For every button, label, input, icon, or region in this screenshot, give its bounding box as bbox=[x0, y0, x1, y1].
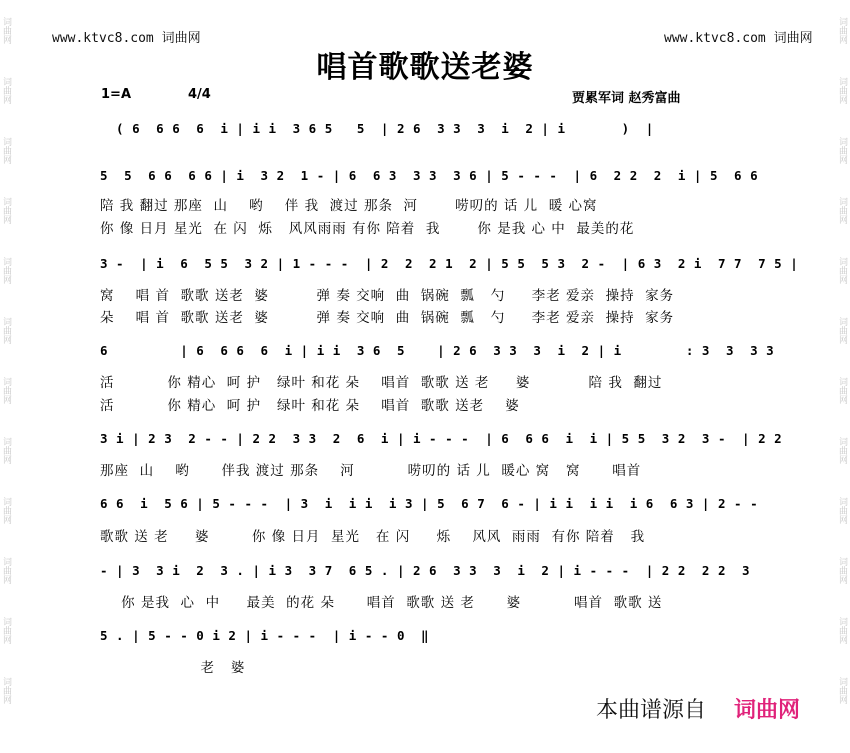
watermark-mark: 词曲网 bbox=[1, 376, 11, 404]
source-site-name: 词曲网 bbox=[734, 698, 801, 723]
watermark-mark: 词曲网 bbox=[837, 676, 847, 704]
lyric-line-7: 你 是我 心 中 最美 的花 朵 唱首 歌歌 送 老 婆 唱首 歌歌 送 bbox=[100, 595, 663, 611]
lyric-line-8: 老 婆 bbox=[100, 660, 246, 676]
watermark-mark: 词曲网 bbox=[837, 496, 847, 524]
site-url-left: www.ktvc8.com 词曲网 bbox=[52, 31, 201, 46]
watermark-mark: 词曲网 bbox=[837, 316, 847, 344]
watermark-mark: 词曲网 bbox=[1, 16, 11, 44]
notation-line-3: 3 - | i 6 5 5 3 2 | 1 - - - | 2 2 2 1 2 | 5 5 5 3 2 - | 6 3 2 i 7 7 7 5 | bbox=[100, 256, 799, 271]
notation-line-8: 5 . | 5 - - 0 i 2 | i - - - | i - - 0 ‖ bbox=[100, 628, 430, 643]
lyric-line-2a: 陪 我 翻过 那座 山 哟 伴 我 渡过 那条 河 唠叨的 话 儿 暖 心窝 bbox=[100, 198, 598, 214]
right-watermark-column bbox=[836, 0, 850, 753]
notation-line-4: 6 | 6 6 6 6 i | i i 3 6 5 | 2 6 3 3 3 i 2 | i : 3 3 3 3 bbox=[100, 343, 775, 358]
left-watermark-column bbox=[0, 0, 14, 753]
lyric-line-4a: 活 你 精心 呵 护 绿叶 和花 朵 唱首 歌歌 送 老 婆 陪 我 翻过 bbox=[100, 375, 663, 391]
notation-line-6: 6 6 i 5 6 | 5 - - - | 3 i i i i 3 | 5 6 7 6 - | i i i i i 6 6 3 | 2 - - bbox=[100, 496, 759, 511]
notation-line-1: ( 6 6 6 6 i | i i 3 6 5 5 | 2 6 3 3 3 i 2 | i ) | bbox=[100, 121, 654, 136]
watermark-mark: 词曲网 bbox=[837, 136, 847, 164]
watermark-mark: 词曲网 bbox=[837, 556, 847, 584]
notation-line-5: 3 i | 2 3 2 - - | 2 2 3 3 2 6 i | i - - - | 6 6 6 i i | 5 5 3 2 3 - | 2 2 bbox=[100, 431, 783, 446]
lyric-line-5: 那座 山 哟 伴我 渡过 那条 河 唠叨的 话 儿 暖心 窝 窝 唱首 bbox=[100, 463, 642, 479]
watermark-mark: 词曲网 bbox=[837, 616, 847, 644]
lyric-line-3a: 窝 唱 首 歌歌 送老 婆 弹 奏 交响 曲 锅碗 瓢 勺 李老 爱亲 操持 家务 bbox=[100, 288, 675, 304]
watermark-mark: 词曲网 bbox=[837, 196, 847, 224]
key-signature: 1=A bbox=[101, 87, 131, 102]
watermark-mark: 词曲网 bbox=[1, 196, 11, 224]
watermark-mark: 词曲网 bbox=[837, 436, 847, 464]
lyric-line-4b: 活 你 精心 呵 护 绿叶 和花 朵 唱首 歌歌 送老 婆 bbox=[100, 398, 520, 414]
watermark-mark: 词曲网 bbox=[1, 496, 11, 524]
watermark-mark: 词曲网 bbox=[837, 76, 847, 104]
song-title: 唱首歌歌送老婆 bbox=[316, 50, 534, 85]
watermark-mark: 词曲网 bbox=[1, 136, 11, 164]
lyric-line-6: 歌歌 送 老 婆 你 像 日月 星光 在 闪 烁 风风 雨雨 有你 陪着 我 bbox=[100, 529, 646, 545]
time-signature: 4/4 bbox=[188, 87, 211, 102]
watermark-mark: 词曲网 bbox=[1, 316, 11, 344]
source-caption: 本曲谱源自 bbox=[596, 698, 707, 723]
watermark-mark: 词曲网 bbox=[1, 676, 11, 704]
notation-line-7: - | 3 3 i 2 3 . | i 3 3 7 6 5 . | 2 6 3 3 3 i 2 | i - - - | 2 2 2 2 3 bbox=[100, 563, 751, 578]
watermark-mark: 词曲网 bbox=[837, 256, 847, 284]
song-credits: 贾累军词 赵秀富曲 bbox=[572, 91, 681, 106]
watermark-mark: 词曲网 bbox=[837, 376, 847, 404]
notation-line-2: 5 5 6 6 6 6 | i 3 2 1 - | 6 6 3 3 3 3 6 | 5 - - - | 6 2 2 2 i | 5 6 6 bbox=[100, 168, 759, 183]
watermark-mark: 词曲网 bbox=[1, 556, 11, 584]
watermark-mark: 词曲网 bbox=[837, 16, 847, 44]
watermark-mark: 词曲网 bbox=[1, 616, 11, 644]
watermark-mark: 词曲网 bbox=[1, 256, 11, 284]
watermark-mark: 词曲网 bbox=[1, 76, 11, 104]
lyric-line-3b: 朵 唱 首 歌歌 送老 婆 弹 奏 交响 曲 锅碗 瓢 勺 李老 爱亲 操持 家务 bbox=[100, 310, 675, 326]
site-url-right: www.ktvc8.com 词曲网 bbox=[664, 31, 813, 46]
watermark-mark: 词曲网 bbox=[1, 436, 11, 464]
lyric-line-2b: 你 像 日月 星光 在 闪 烁 风风雨雨 有你 陪着 我 你 是我 心 中 最美的花 bbox=[100, 221, 635, 237]
